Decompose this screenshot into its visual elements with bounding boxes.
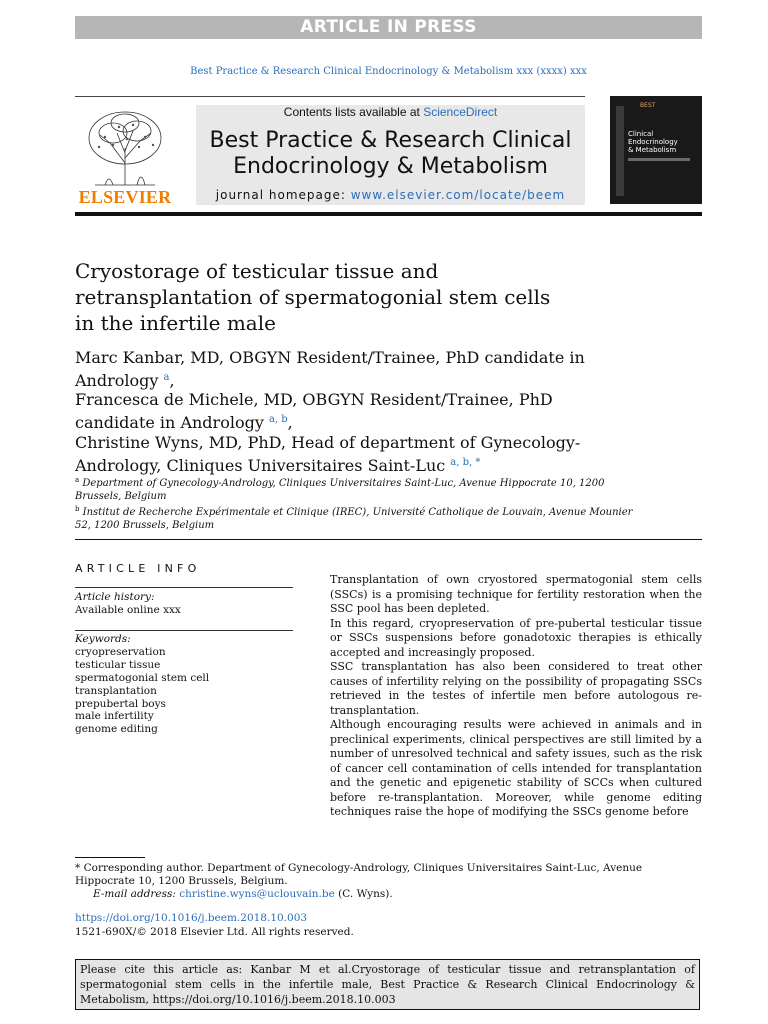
affiliations [75, 474, 702, 532]
author-line: Andrology, Cliniques Universitaires Saint-Luc [75, 455, 451, 475]
keyword: prepubertal boys [75, 697, 166, 710]
affiliation-item [75, 474, 702, 503]
journal-cover-image [610, 96, 702, 204]
cover-decoration [628, 158, 690, 161]
keyword: male infertility [75, 710, 154, 723]
author-tail: , [287, 413, 293, 433]
author-list [75, 348, 702, 475]
author-entry [75, 390, 702, 432]
header-top-rule [75, 96, 585, 97]
affiliation-key: b [75, 505, 80, 513]
author-line: candidate in Andrology [75, 413, 269, 433]
article-history [75, 591, 293, 617]
keyword: spermatogonial stem cell transplantation [75, 671, 210, 697]
affiliation-marker[interactable]: a, b, * [450, 456, 481, 468]
author-entry [75, 348, 702, 390]
contents-prefix: Contents lists available at [283, 105, 424, 119]
author-line: Marc Kanbar, MD, OBGYN Resident/Trainee, PhD candidate in [75, 348, 585, 367]
article-info-rule [75, 587, 293, 588]
journal-reference-link[interactable]: Best Practice & Research Clinical Endocrinology & Metabolism xxx (xxxx) xxx [190, 66, 587, 77]
sciencedirect-link[interactable]: ScienceDirect [423, 105, 498, 119]
email-label: E-mail address: [93, 888, 180, 900]
history-value: Available online xxx [75, 604, 181, 616]
author-entry [75, 433, 702, 475]
abstract [330, 573, 702, 820]
cover-title-line-1: Clinical [628, 130, 654, 138]
keyword: cryopreservation [75, 645, 166, 658]
journal-title-line-1: Best Practice & Research Clinical [209, 128, 572, 153]
keywords-label: Keywords: [75, 633, 131, 645]
corresponding-author: * Corresponding author. Department of Gynecology-Andrology, Cliniques Universitaires Saint-Luc, Avenue Hippocrate 10, 1200 Brussels, Belgium. [75, 862, 643, 887]
article-title-line-1: Cryostorage of testicular tissue and [75, 259, 439, 283]
article-title [75, 258, 675, 336]
affiliation-text: 52, 1200 Brussels, Belgium [75, 520, 215, 531]
email-tail: (C. Wyns). [334, 888, 393, 900]
keywords-block [75, 633, 293, 736]
affiliation-marker[interactable]: a [163, 371, 170, 383]
keywords-rule [75, 630, 293, 631]
history-label: Article history: [75, 591, 155, 603]
abstract-paragraph: In this regard, cryopreservation of pre-pubertal testicular tissue or SSCs suspensions before gonadotoxic therapies is ethically accepted and increasingly proposed. [330, 616, 702, 659]
cover-title-line-2: Endocrinology [628, 138, 678, 146]
abstract-paragraph: Transplantation of own cryostored spermatogonial stem cells (SSCs) is a promising technique for fertility restoration when the SSC pool has been depleted. [330, 573, 702, 615]
cover-title-line-3: & Metabolism [628, 146, 677, 154]
cover-title [628, 130, 698, 154]
journal-homepage [196, 188, 585, 202]
footnote-rule [75, 857, 145, 858]
abstract-paragraph: Although encouraging results were achieved in animals and in preclinical experiments, clinical perspectives are still limited by a number of unresolved technical and safety issues, such as the risk of cancer cell contamination of cells intended for transplantation and the genetic and epigenetic stability of SCCs when cultured before re-transplantation. Moreover, while genome editing techniques raise the hope of modifying the SSCs genome before [330, 718, 702, 818]
homepage-link[interactable]: www.elsevier.com/locate/beem [350, 188, 566, 202]
affiliation-key: a [75, 476, 80, 484]
homepage-prefix: journal homepage: [215, 188, 351, 202]
citation-box: Please cite this article as: Kanbar M et al.Cryostorage of testicular tissue and retransplantation of spermatogonial stem cells in the infertile male, Best Practice & Research Clinical Endocrinology & Metabolism, https://doi.org/10.1016/j.beem.2018.10.003 [75, 959, 700, 1010]
article-title-line-3: in the infertile male [75, 311, 276, 335]
corresponding-author-footnote [75, 862, 702, 901]
keyword: testicular tissue [75, 658, 161, 671]
journal-title-line-2: Endocrinology & Metabolism [233, 154, 548, 179]
cover-stripe [616, 106, 624, 196]
journal-title [196, 128, 585, 180]
author-tail: , [169, 370, 175, 390]
affiliation-marker[interactable]: a, b [268, 414, 288, 426]
section-divider [75, 539, 702, 540]
email-link[interactable]: christine.wyns@uclouvain.be [179, 888, 335, 900]
author-line: Francesca de Michele, MD, OBGYN Resident/Trainee, PhD [75, 390, 553, 410]
affiliation-item [75, 503, 702, 532]
affiliation-text: Department of Gynecology-Andrology, Cliniques Universitaires Saint-Luc, Avenue Hippocrate 10, 1200 [79, 478, 605, 489]
publisher-wordmark: ELSEVIER [78, 187, 172, 207]
contents-line [196, 105, 585, 119]
affiliation-text: Institut de Recherche Expérimentale et Clinique (IREC), Université Catholique de Louvain, Avenue Mounier [79, 507, 633, 518]
article-info-heading: ARTICLE INFO [75, 562, 201, 575]
affiliation-text: Brussels, Belgium [75, 491, 167, 502]
abstract-paragraph: SSC transplantation has also been considered to treat other causes of infertility relying on the possibility of propagating SSCs retrieved in the testes of infertile men before autologous re-transplantation. [330, 660, 702, 717]
issn-copyright: 1521-690X/© 2018 Elsevier Ltd. All rights reserved. [75, 926, 354, 938]
author-line: Christine Wyns, MD, PhD, Head of department of Gynecology- [75, 432, 581, 452]
header-thick-rule [75, 212, 702, 216]
article-in-press-banner: ARTICLE IN PRESS [75, 16, 702, 39]
cover-top-label: BEST [640, 102, 656, 109]
author-line: Andrology [75, 370, 164, 390]
doi-link[interactable]: https://doi.org/10.1016/j.beem.2018.10.003 [75, 912, 308, 924]
article-title-line-2: retransplantation of spermatogonial stem cells [75, 285, 551, 309]
keyword: genome editing [75, 723, 158, 736]
